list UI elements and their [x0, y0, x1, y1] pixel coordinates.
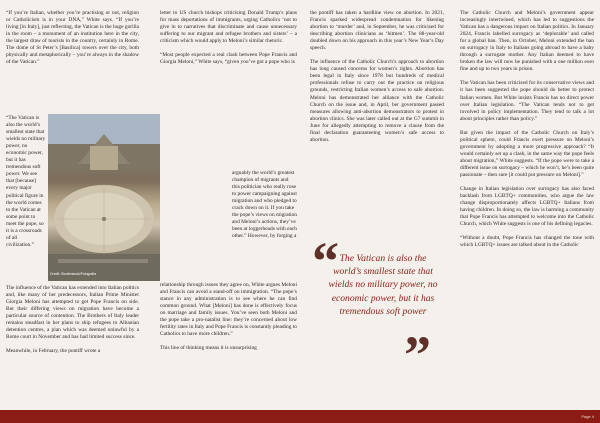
paragraph: This line of thinking means it is unsurprising [160, 345, 257, 352]
paragraph: The influence of the Catholic Church’s approach to abortion has long caused concerns for women’s rights. Abortion has been legal in Italy since 1978 but hundreds of medical professionals refuse to carry out the practice on religious grounds, restricting Italian women’s access to safe abortion. Meloni has demonstrated her alliance with the Catholic Church on the issue and, in April, her government passed measures allowing anti-abortion demonstrators to protest in abortion clinics. She was later called out at the G7 summit in June for allegedly attempting to remove a clause from the final declaration guaranteeing women’s safe access to abortion. [310, 59, 444, 143]
paragraph: relationship through issues they agree on, White argues Meloni and Francis can avoid a stand-off on immigration. “The pope’s stance in any administration is to see where he can find common ground. What [Meloni] has done is effectively focus on marriage and family issues. You’ve seen both Meloni and the pope take a pro-natalist line: they’re concerned about low fertility rates in Italy and Pope Francis is constantly pleading to Catholics to have more children.” [160, 282, 297, 338]
pull-quote-text: The Vatican is also the world’s smallest state that wields no military power, no economic power, but it has tremendous soft power [328, 253, 438, 317]
page-number: Page 4 [581, 414, 594, 419]
paragraph: letter to US church bishops criticising Donald Trump’s plans for mass deportations of immigrants, urging Catholics ‘not to give in to narratives that discriminate and cause unnecessary suffering to our migrant and refugee brothers and sisters’ – a criticism which would apply to Meloni’s similar rhetoric. [160, 10, 297, 45]
paragraph: Meanwhile, in February, the pontiff wrote a [6, 348, 101, 355]
vatican-aerial-image [48, 114, 160, 281]
paragraph: “Without a doubt, Pope Francis has changed the tone with which LGBTQ+ issues are talked about in the Catholic [460, 235, 594, 249]
paragraph: The influence of the Vatican has extended into Italian politics and, like many of her predecessors, Italian Prime Minister Giorgia Meloni has attempted to get Pope Francis on side. But their differing views on migration have become a particular source of contention. The Brothers of Italy leader remains steadfast in her plans to ship refugees to Albanian detention centres, a plan which was deemed unlawful by a Rome court in November and has had limited success since. [6, 285, 139, 341]
paragraph: “If you’re Italian, whether you’re practising or not, religion or Catholicism is in your DNA,” White says. “If you’re living [in Italy], just reflecting, the Vatican is the huge gorilla in the room – a monument of an institution here in the city, the largest draw of tourists in the country, certainly in Rome. The dome of St Peter’s [Basilica] towers over the city, both physically and metaphorically – you’re always in the shadow of the Vatican.” [6, 10, 139, 66]
paragraph: “Most people expected a real clash between Pope Francis and Giorgia Meloni,” White says, “given you’ve got a pope who is [160, 52, 297, 66]
article-column-1-lower [6, 285, 139, 362]
close-quote-icon: ” [404, 325, 431, 385]
article-column-3 [310, 10, 444, 151]
paragraph: The Catholic Church and Meloni’s government appear increasingly intertwined, which has led to suggestions the Vatican has a dangerous impact on Italian politics. In January 2024, Francis labelled surrogacy as ‘deplorable’ and called for a global ban. Then, in October, Meloni extended the ban on surrogacy in Italy to Italians going abroad to have a baby through a surrogate mother. Any Italian deemed to have broken the law will now be punished with a one million euro fine and up to two years in prison. [460, 10, 594, 73]
paragraph: the pontiff has taken a hardline view on abortion. In 2021, Francis sparked widespread condemnation for likening abortion to ‘murder’ and, in September, he was criticised for describing abortion clinicians as ‘hitmen’. The 88-year-old doubled down on his approach in this year’s New Year’s Day speech. [310, 10, 444, 52]
article-column-2 [160, 10, 297, 73]
open-quote-icon: “ [312, 231, 339, 291]
side-quote-left: “The Vatican is also the world’s smallest state that wields no military power, no economic power, but it has tremendous soft power. We see that [because] every major political figure in the world comes to the Vatican at some point to meet the pope, so it is a crossroads of all civilization.” [6, 115, 46, 248]
photo-credit: Credit: Shutterstock/Fotografia [50, 272, 96, 276]
article-column-4 [460, 10, 594, 256]
side-text-right-of-photo: arguably the world’s greatest champion of migrants and this politician who really rose to power campaigning against migration and who pledged to crack down on it. If you take the pope’s views on migration and Meloni’s actions, they’ve been at loggerheads with each other.” However, by forging a [232, 170, 297, 240]
paragraph: Change in Italian legislation over surrogacy has also faced backlash from LGBTQ+ communities, who argue the law change disproportionately affects LGBTQ+ Italians from having children. In doing so, the law is harming a community that Pope Francis has attempted to welcome into the Catholic Church, which White suggests is one of his defining legacies. [460, 186, 594, 228]
article-column-1 [6, 10, 139, 73]
paragraph: The Vatican has been criticised for its conservative views and it has been suggested the pope should do better to protect Italian women. But White insists Francis has no direct power over Italian legislation. “The Vatican tends not to get involved in policy implementation. They tend to talk a lot about principles rather than policy.” [460, 80, 594, 122]
paragraph: But given the impact of the Catholic Church on Italy’s political sphere, could Francis exert pressure on Meloni’s government by adopting a more progressive approach? “It would certainly set up a clash, in the same way the pope feels about migration,” White suggests. “If the pope were to take a different issue on surrogacy – which he won’t, he’s been quite passionate – then sure [it could put pressure on Meloni].” [460, 129, 594, 178]
footer-bar [0, 410, 600, 423]
st-peters-square-photo [48, 114, 160, 281]
pull-quote [312, 231, 438, 385]
article-column-2-lower [160, 282, 297, 359]
